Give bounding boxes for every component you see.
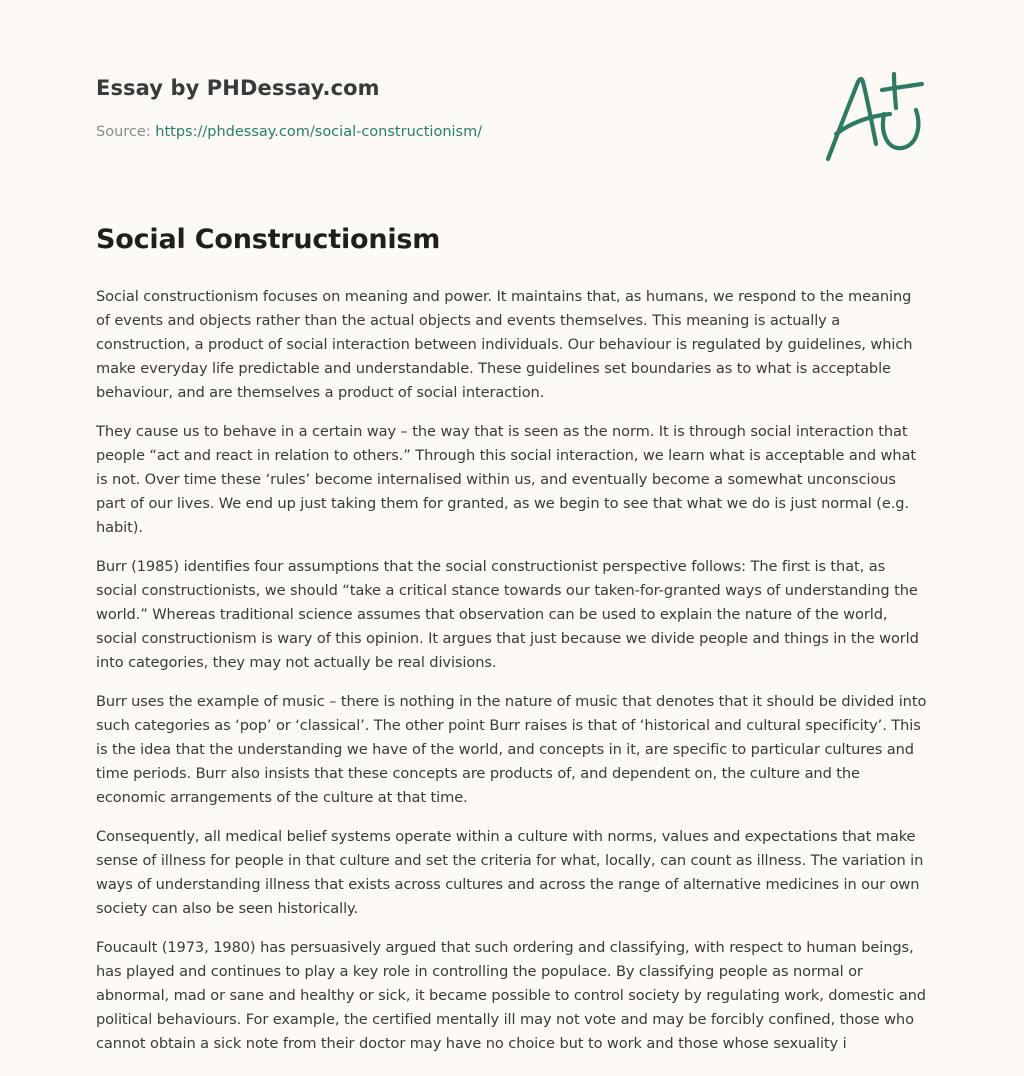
essay-paragraph: Burr uses the example of music – there is nothing in the nature of music that denotes that it should be divided into such categories as ‘pop’ or ‘classical’. The other point Burr raises is that of ‘historical and cultural specificity’. This is the idea that the understanding we have of the world, and concepts in it, are specific to particular cultures and time periods. Burr also insists that these concepts are products of, and dependent on, the culture and the economic arrangements of the culture at that time. [96,693,927,806]
a-plus-grade-icon [822,68,928,164]
essay-paragraph: They cause us to behave in a certain way – the way that is seen as the norm. It is through social interaction that people “act and react in relation to others.” Through this social interaction, we learn what is acceptable and what is not. Over time these ‘rules’ become internalised within us, and eventually become a somewhat unconscious part of our lives. We end up just taking them for granted, as we begin to see that what we do is just normal (e.g. habit). [96,423,916,536]
essay-paragraph: Consequently, all medical belief systems operate within a culture with norms, values and expectations that make sense of illness for people in that culture and set the criteria for what, locally, can count as illness. The variation in ways of understanding illness that exists across cultures and across the range of alternative medicines in our own society can also be seen historically. [96,828,924,917]
source-line [96,124,482,140]
essay-title: Social Constructionism [96,224,441,255]
essay-paragraph: Foucault (1973, 1980) has persuasively argued that such ordering and classifying, with respect to human beings, has played and continues to play a key role in controlling the populace. By classifying people as normal or abnormal, mad or sane and healthy or sick, it became possible to control society by regulating work, domestic and political behaviours. For example, the certified mentally ill may not vote and may be forcibly confined, those who cannot obtain a sick note from their doctor may have no choice but to work and those whose sexuality i [96,939,926,1052]
source-label: Source: [96,124,151,140]
essay-paragraph: Social constructionism focuses on meaning and power. It maintains that, as humans, we respond to the meaning of events and objects rather than the actual objects and events themselves. This meaning is actually a construction, a product of social interaction between individuals. Our behaviour is regulated by guidelines, which make everyday life predictable and understandable. These guidelines set boundaries as to what is acceptable behaviour, and are themselves a product of social interaction. [96,288,913,401]
essay-paragraph: Burr (1985) identifies four assumptions that the social constructionist perspective follows: The first is that, as social constructionists, we should “take a critical stance towards our taken-for-granted ways of understanding the world.” Whereas traditional science assumes that observation can be used to explain the nature of the world, social constructionism is wary of this opinion. It argues that just because we divide people and things in the world into categories, they may not actually be real divisions. [96,558,919,671]
site-brand: Essay by PHDessay.com [96,76,380,100]
source-link[interactable]: https://phdessay.com/social-constructionism/ [155,124,483,140]
essay-body [96,285,928,1071]
